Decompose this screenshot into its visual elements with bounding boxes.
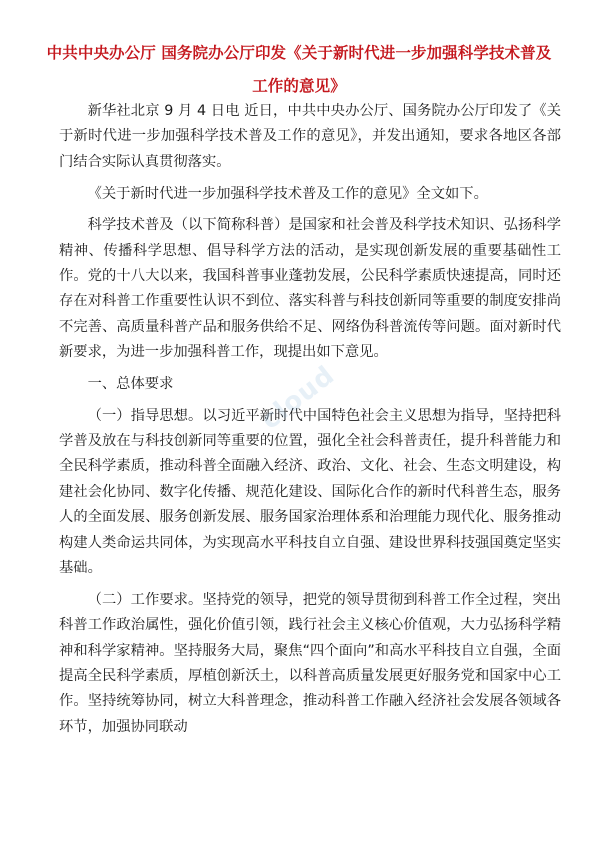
watermark: cloud [255, 360, 341, 436]
paragraph-guiding-ideology: （一）指导思想。以习近平新时代中国特色社会主义思想为指导，坚持把科学普及放在与科技创新同等重要的位置，强化全社会科普责任，提升科普能力和全民科学素质，推动科普全面融入经济、政治、文化、社会、生态文明建设，构建社会化协同、数字化传播、规范化建设、国际化合作的新时代科普生态，服务人的全面发展、服务创新发展、服务国家治理体系和治理能力现代化、服务推动构建人类命运共同体，为实现高水平科技自立自强、建设世界科技强国奠定坚实基础。 [59, 407, 561, 577]
paragraph-work-requirements: （二）工作要求。坚持党的领导，把党的领导贯彻到科普工作全过程，突出科普工作政治属性，强化价值引领，践行社会主义核心价值观，大力弘扬科学精神和科学家精神。坚持服务大局，聚焦“四个面向”和高水平科技自立自强，全面提高全民科学素质，厚植创新沃土，以科普高质量发展更好服务党和国家中心工作。坚持统筹协同，树立大科普理念，推动科普工作融入经济社会发展各领域各环节，加强协同联动 [59, 591, 561, 735]
section-heading-general-requirements: 一、总体要求 [87, 375, 174, 392]
paragraph-background: 科学技术普及（以下简称科普）是国家和社会普及科学技术知识、弘扬科学精神、传播科学思想、倡导科学方法的活动，是实现创新发展的重要基础性工作。党的十八大以来，我国科普事业蓬勃发展，公民科学素质快速提高，同时还存在对科普工作重要性认识不到位、落实科普与科技创新同等重要的制度安排尚不完善、高质量科普产品和服务供给不足、网络伪科普流传等问题。面对新时代新要求，为进一步加强科普工作，现提出如下意见。 [59, 217, 561, 361]
document-body [59, 99, 561, 747]
document-title: 中共中央办公厅 国务院办公厅印发《关于新时代进一步加强科学技术普及工作的意见》 [46, 44, 552, 95]
paragraph-fulltext-intro: 《关于新时代进一步加强科学技术普及工作的意见》全文如下。 [87, 185, 488, 202]
paragraph-dateline: 新华社北京 9 月 4 日电 近日，中共中央办公厅、国务院办公厅印发了《关于新时代进一步加强科学技术普及工作的意见》，并发出通知，要求各地区各部门结合实际认真贯彻落实。 [59, 103, 561, 170]
